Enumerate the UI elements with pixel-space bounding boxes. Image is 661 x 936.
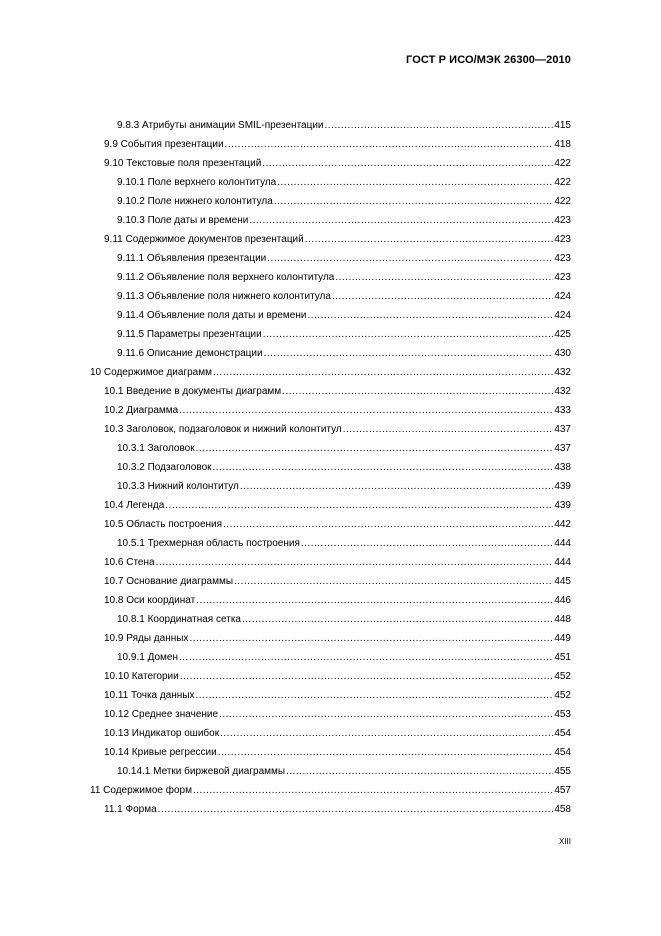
toc-entry[interactable] [90, 287, 571, 306]
toc-entry-page: 439 [554, 500, 571, 511]
toc-entry[interactable] [90, 116, 571, 135]
toc-entry-page: 445 [554, 576, 571, 587]
toc-entry-title: 10.9.1 Домен [117, 652, 178, 663]
toc-entry-page: 444 [554, 538, 571, 549]
toc-entry-title: 9.10.2 Поле нижнего колонтитула [117, 196, 273, 207]
toc-entry[interactable] [90, 230, 571, 249]
toc-dot-leader [179, 648, 553, 667]
toc-dot-leader [267, 249, 553, 268]
toc-dot-leader [189, 629, 553, 648]
toc-entry-page: 453 [554, 709, 571, 720]
toc-dot-leader [158, 800, 554, 819]
toc-entry-title: 10.5 Область построения [104, 519, 223, 530]
toc-entry[interactable] [90, 154, 571, 173]
toc-entry-title: 9.10.3 Поле даты и времени [117, 215, 249, 226]
toc-entry-title: 10.8.1 Координатная сетка [117, 614, 241, 625]
toc-dot-leader [240, 477, 553, 496]
toc-entry-page: 418 [554, 139, 571, 150]
toc-entry-title: 10 Содержимое диаграмм [90, 367, 212, 378]
toc-entry[interactable] [90, 401, 571, 420]
toc-entry[interactable] [90, 439, 571, 458]
toc-entry-title: 10.5.1 Трехмерная область построения [117, 538, 300, 549]
toc-dot-leader [179, 401, 553, 420]
page-number: XIII [558, 837, 571, 846]
toc-entry[interactable] [90, 344, 571, 363]
toc-entry-page: 458 [554, 804, 571, 815]
toc-entry-title: 10.4 Легенда [104, 500, 165, 511]
toc-entry[interactable] [90, 724, 571, 743]
toc-dot-leader [242, 610, 553, 629]
toc-dot-leader [335, 268, 553, 287]
toc-entry-page: 423 [554, 215, 571, 226]
toc-entry-title: 9.11.1 Объявления презентации [117, 253, 267, 264]
toc-entry-title: 9.8.3 Атрибуты анимации SMIL-презентации [117, 120, 324, 131]
toc-entry[interactable] [90, 610, 571, 629]
toc-entry[interactable] [90, 363, 571, 382]
toc-entry-title: 10.11 Точка данных [104, 690, 195, 701]
toc-entry[interactable] [90, 553, 571, 572]
toc-entry[interactable] [90, 496, 571, 515]
toc-dot-leader [263, 325, 554, 344]
toc-entry[interactable] [90, 572, 571, 591]
toc-entry-page: 437 [554, 424, 571, 435]
toc-entry-title: 10.13 Индикатор ошибок [104, 728, 220, 739]
toc-entry-title: 10.12 Среднее значение [104, 709, 219, 720]
toc-dot-leader [301, 534, 553, 553]
toc-entry-page: 430 [554, 348, 571, 359]
toc-entry[interactable] [90, 306, 571, 325]
toc-entry-title: 10.14.1 Метки биржевой диаграммы [117, 766, 286, 777]
toc-dot-leader [180, 667, 554, 686]
toc-dot-leader [325, 116, 554, 135]
toc-entry[interactable] [90, 192, 571, 211]
toc-entry-page: 444 [554, 557, 571, 568]
toc-entry-page: 446 [554, 595, 571, 606]
toc-entry-title: 10.6 Стена [104, 557, 155, 568]
toc-dot-leader [249, 211, 553, 230]
toc-dot-leader [165, 496, 553, 515]
toc-entry-page: 422 [554, 196, 571, 207]
toc-entry-title: 10.3.3 Нижний колонтитул [117, 481, 239, 492]
toc-entry-title: 9.11 Содержимое документов презентаций [104, 234, 304, 245]
toc-dot-leader [196, 686, 554, 705]
toc-entry[interactable] [90, 800, 571, 819]
toc-entry-page: 452 [554, 671, 571, 682]
toc-entry-title: 11.1 Форма [104, 804, 157, 815]
toc-entry-title: 9.11.5 Параметры презентации [117, 329, 262, 340]
toc-entry-title: 10.9 Ряды данных [104, 633, 189, 644]
toc-dot-leader [234, 572, 553, 591]
toc-dot-leader [277, 173, 553, 192]
toc-dot-leader [282, 382, 553, 401]
toc-entry-page: 442 [554, 519, 571, 530]
toc-dot-leader [223, 515, 553, 534]
toc-entry-page: 424 [554, 310, 571, 321]
toc-entry[interactable] [90, 173, 571, 192]
toc-entry-title: 10.7 Основание диаграммы [104, 576, 234, 587]
toc-entry-page: 439 [554, 481, 571, 492]
toc-entry-page: 452 [554, 690, 571, 701]
toc-dot-leader [219, 705, 553, 724]
toc-entry[interactable] [90, 629, 571, 648]
toc-entry[interactable] [90, 515, 571, 534]
toc-entry-page: 423 [554, 253, 571, 264]
toc-entry-page: 454 [554, 728, 571, 739]
toc-entry-page: 437 [554, 443, 571, 454]
toc-entry[interactable] [90, 743, 571, 762]
toc-entry-page: 438 [554, 462, 571, 473]
toc-dot-leader [343, 420, 554, 439]
toc-dot-leader [307, 306, 553, 325]
toc-entry-page: 449 [554, 633, 571, 644]
toc-dot-leader [213, 458, 554, 477]
toc-dot-leader [274, 192, 553, 211]
toc-entry[interactable] [90, 382, 571, 401]
toc-entry-title: 10.8 Оси координат [104, 595, 196, 606]
toc-dot-leader [332, 287, 553, 306]
toc-dot-leader [305, 230, 554, 249]
toc-dot-leader [264, 344, 554, 363]
toc-entry-title: 9.11.3 Объявление поля нижнего колонтитула [117, 291, 331, 302]
toc-entry[interactable] [90, 325, 571, 344]
toc-entry-page: 454 [554, 747, 571, 758]
toc-dot-leader [262, 154, 553, 173]
toc-entry-title: 9.11.6 Описание демонстрации [117, 348, 263, 359]
toc-entry-page: 433 [554, 405, 571, 416]
toc-dot-leader [196, 439, 554, 458]
toc-entry[interactable] [90, 591, 571, 610]
toc-entry-page: 432 [554, 367, 571, 378]
toc-entry-page: 425 [554, 329, 571, 340]
toc-entry[interactable] [90, 686, 571, 705]
toc-entry-title: 10.2 Диаграмма [104, 405, 179, 416]
toc-dot-leader [196, 591, 553, 610]
toc-entry-page: 422 [554, 158, 571, 169]
toc-entry-page: 423 [554, 234, 571, 245]
table-of-contents [90, 116, 571, 819]
toc-entry-page: 451 [554, 652, 571, 663]
toc-entry-page: 423 [554, 272, 571, 283]
toc-dot-leader [193, 781, 553, 800]
toc-entry-title: 10.14 Кривые регрессии [104, 747, 217, 758]
toc-entry[interactable] [90, 420, 571, 439]
toc-entry-title: 9.11.4 Объявление поля даты и времени [117, 310, 307, 321]
toc-entry[interactable] [90, 762, 571, 781]
toc-entry-title: 9.10 Текстовые поля презентаций [104, 158, 262, 169]
toc-entry-title: 10.10 Категории [104, 671, 179, 682]
toc-entry[interactable] [90, 458, 571, 477]
toc-entry-page: 424 [554, 291, 571, 302]
toc-entry-title: 10.1 Введение в документы диаграмм [104, 386, 282, 397]
toc-entry-title: 9.11.2 Объявление поля верхнего колонтитула [117, 272, 335, 283]
toc-entry-title: 11 Содержимое форм [90, 785, 192, 796]
toc-dot-leader [213, 363, 553, 382]
toc-dot-leader [220, 724, 553, 743]
toc-entry-page: 415 [554, 120, 571, 131]
toc-entry-page: 422 [554, 177, 571, 188]
toc-entry[interactable] [90, 211, 571, 230]
toc-entry-title: 10.3.2 Подзаголовок [117, 462, 212, 473]
toc-entry[interactable] [90, 135, 571, 154]
toc-entry-title: 9.10.1 Поле верхнего колонтитула [117, 177, 277, 188]
toc-entry-page: 455 [554, 766, 571, 777]
toc-entry-title: 10.3.1 Заголовок [117, 443, 195, 454]
document-header: ГОСТ Р ИСО/МЭК 26300—2010 [406, 54, 571, 66]
toc-entry-title: 9.9 События презентации [104, 139, 224, 150]
toc-entry[interactable] [90, 705, 571, 724]
toc-dot-leader [225, 135, 554, 154]
toc-entry[interactable] [90, 268, 571, 287]
toc-entry[interactable] [90, 477, 571, 496]
toc-entry[interactable] [90, 648, 571, 667]
toc-entry-page: 457 [554, 785, 571, 796]
toc-dot-leader [218, 743, 554, 762]
toc-entry[interactable] [90, 667, 571, 686]
toc-dot-leader [286, 762, 553, 781]
toc-entry[interactable] [90, 781, 571, 800]
toc-entry[interactable] [90, 249, 571, 268]
toc-dot-leader [156, 553, 554, 572]
toc-entry-title: 10.3 Заголовок, подзаголовок и нижний колонтитул [104, 424, 342, 435]
toc-entry[interactable] [90, 534, 571, 553]
toc-entry-page: 448 [554, 614, 571, 625]
toc-entry-page: 432 [554, 386, 571, 397]
